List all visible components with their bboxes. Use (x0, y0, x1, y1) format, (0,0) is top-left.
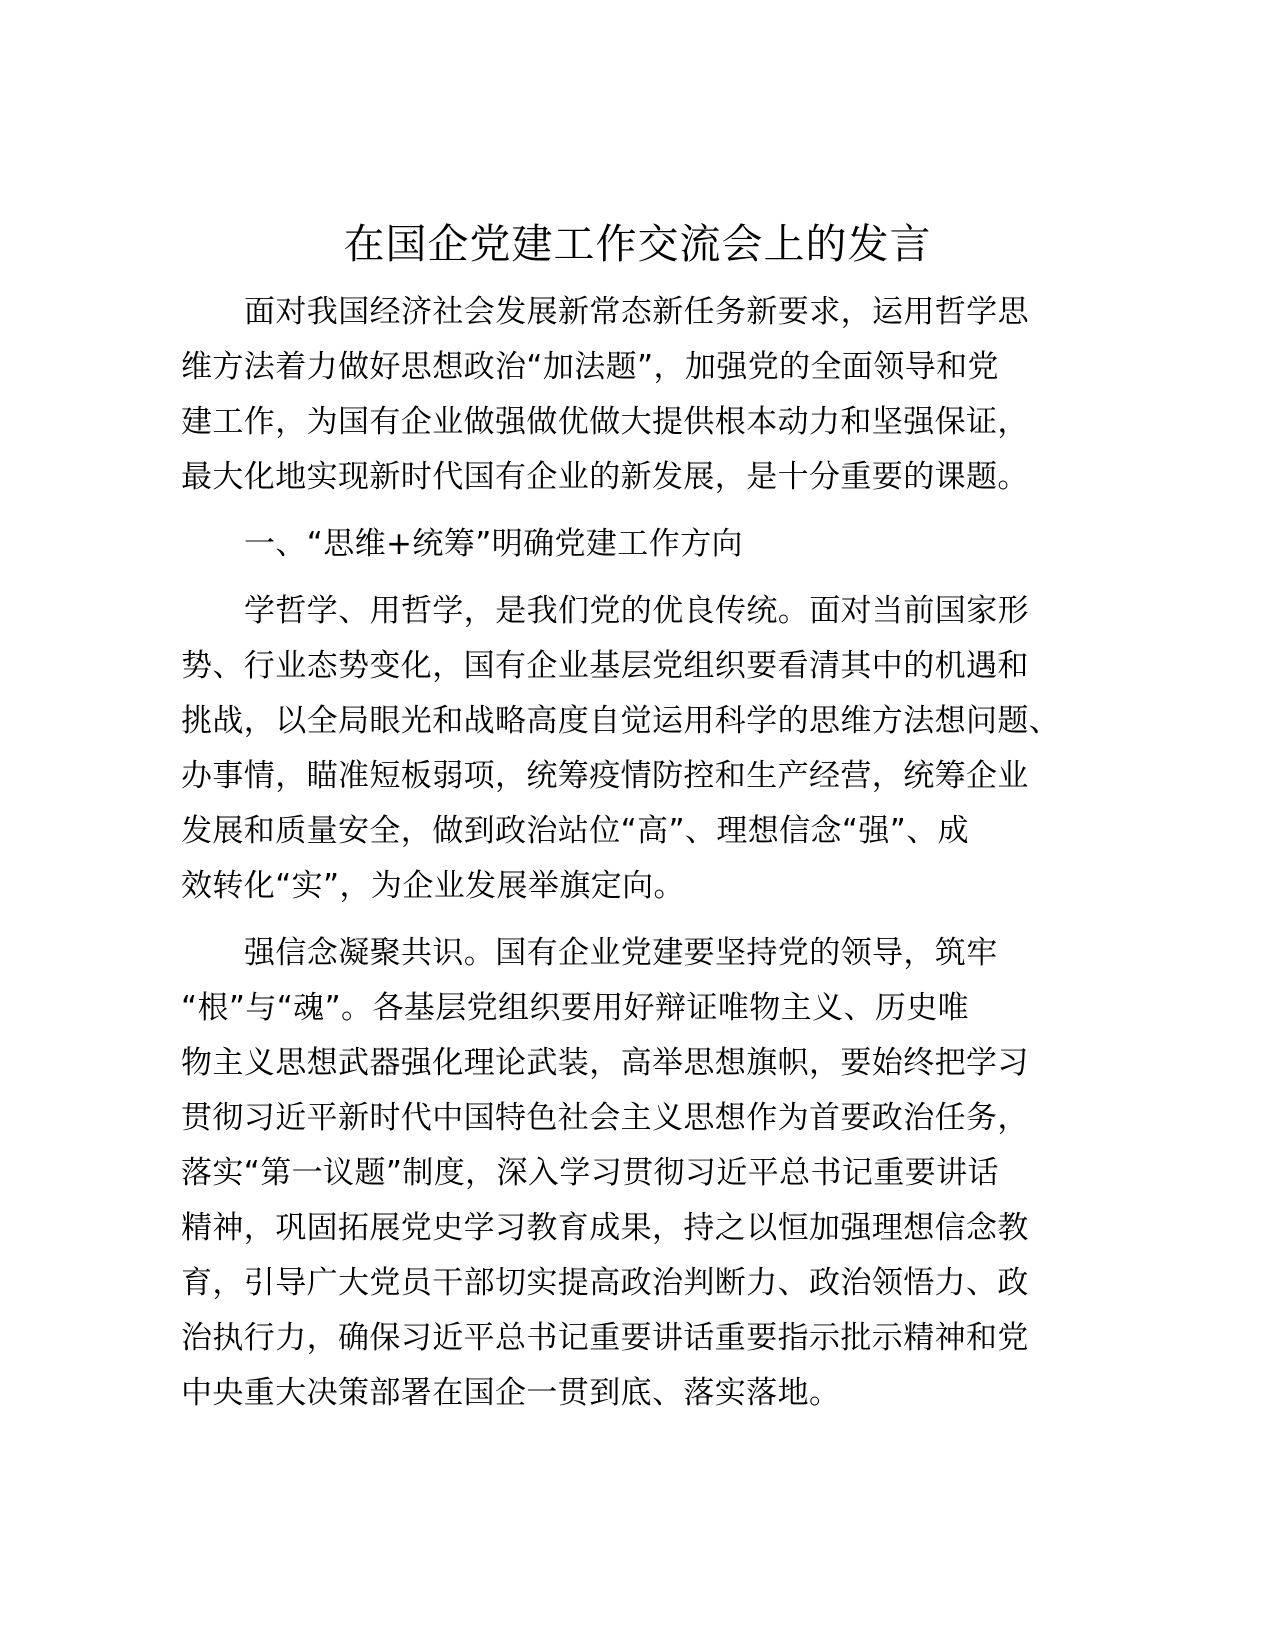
paragraph-2-line-1: 学哲学、用哲学，是我们党的优良传统。面对当前国家形 (244, 593, 1029, 629)
paragraph-2-line-4: 办事情，瞄准短板弱项，统筹疫情防控和生产经营，统筹企业 (181, 758, 1029, 794)
paragraph-3-line-1: 强信念凝聚共识。国有企业党建要坚持党的领导，筑牢 (244, 935, 998, 971)
document-title: 在国企党建工作交流会上的发言 (343, 220, 932, 268)
section-heading-1: 一、“思维+统筹”明确党建工作方向 (244, 526, 743, 562)
paragraph-2-line-3: 挑战，以全局眼光和战略高度自觉运用科学的思维方法想问题、 (181, 703, 1061, 739)
paragraph-2-line-6: 效转化“实”，为企业发展举旗定向。 (181, 868, 685, 904)
paragraph-3-line-8: 治执行力，确保习近平总书记重要讲话重要指示批示精神和党 (181, 1320, 1029, 1356)
paragraph-1-line-4: 最大化地实现新时代国有企业的新发展，是十分重要的课题。 (181, 459, 1029, 495)
paragraph-1-line-2: 维方法着力做好思想政治“加法题”，加强党的全面领导和党 (181, 349, 999, 385)
paragraph-1-line-3: 建工作，为国有企业做强做优做大提供根本动力和坚强保证， (181, 404, 1029, 440)
paragraph-3-line-9: 中央重大决策部署在国企一贯到底、落实落地。 (181, 1375, 841, 1411)
paragraph-1-line-1: 面对我国经济社会发展新常态新任务新要求，运用哲学思 (244, 294, 1029, 330)
paragraph-3-line-7: 育，引导广大党员干部切实提高政治判断力、政治领悟力、政 (181, 1265, 1029, 1301)
paragraph-3-line-6: 精神，巩固拓展党史学习教育成果，持之以恒加强理想信念教 (181, 1210, 1029, 1246)
paragraph-3-line-2: “根”与“魂”。各基层党组织要用好辩证唯物主义、历史唯 (181, 990, 970, 1026)
paragraph-2-line-2: 势、行业态势变化，国有企业基层党组织要看清其中的机遇和 (181, 648, 1029, 684)
paragraph-3-line-3: 物主义思想武器强化理论武装，高举思想旗帜，要始终把学习 (181, 1045, 1029, 1081)
paragraph-3-line-5: 落实“第一议题”制度，深入学习贯彻习近平总书记重要讲话 (181, 1155, 999, 1191)
paragraph-2-line-5: 发展和质量安全，做到政治站位“高”、理想信念“强”、成 (181, 813, 970, 849)
paragraph-3-line-4: 贯彻习近平新时代中国特色社会主义思想作为首要政治任务， (181, 1100, 1029, 1136)
